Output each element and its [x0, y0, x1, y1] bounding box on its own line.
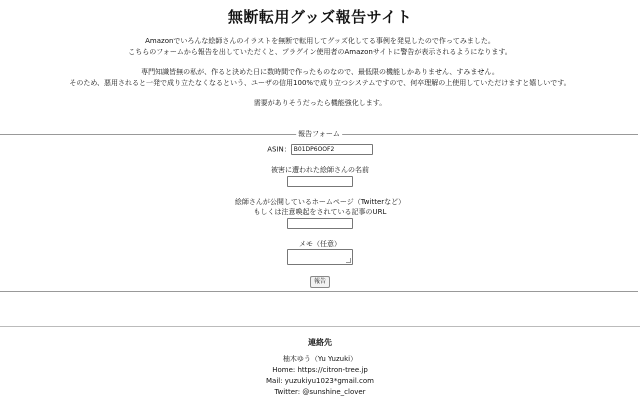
artist-name-input[interactable]: [287, 176, 353, 187]
page-title: 無断転用グッズ報告サイト: [227, 8, 413, 26]
contact-mail: Mail: yuzukiyu1023*gmail.com: [265, 377, 374, 385]
report-button[interactable]: 報告: [310, 276, 330, 288]
url-label-line-1: 絵師さんが公開しているホームページ（Twitterなど）: [234, 198, 406, 206]
intro-line-5: 需要がありそうだったら機能強化します。: [253, 99, 387, 107]
submit-row: [0, 276, 640, 288]
asin-row: [0, 144, 640, 155]
contact-title: 連絡先: [308, 338, 332, 347]
url-row: [0, 218, 640, 229]
intro-line-3: 専門知識皆無の私が、作ると決めた日に数時間で作ったものなので、最低限の機能しかありません、すみません。: [141, 68, 499, 76]
contact-home: Home: https://citron-tree.jp: [272, 366, 368, 374]
contact-name: 柚木ゆう（Yu Yuzuki）: [282, 355, 358, 363]
memo-textarea[interactable]: [287, 249, 353, 265]
resize-grip-icon[interactable]: [346, 258, 351, 263]
memo-row: [0, 249, 640, 265]
section-divider: [0, 326, 640, 327]
artist-row: [0, 176, 640, 187]
form-legend: 報告フォーム: [298, 130, 340, 138]
asin-label: ASIN：: [267, 145, 291, 154]
url-label-line-2: もしくは注意喚起をされている記事のURL: [253, 208, 387, 216]
intro-line-1: Amazonでいろんな絵師さんのイラストを無断で転用してグッズ化してる事例を発見したので作ってみました。: [145, 37, 495, 45]
url-input[interactable]: [287, 218, 353, 229]
contact-info: [0, 354, 640, 398]
intro-line-4: そのため、悪用されると一発で成り立たなくなるという、ユーザの信用100%で成り立つシステムですので、何卒理解の上使用していただけますと嬉しいです。: [69, 78, 571, 87]
artist-label: 被害に遭われた絵師さんの名前: [271, 166, 369, 174]
memo-label: メモ（任意）: [299, 240, 341, 248]
contact-twitter: Twitter: @sunshine_clover: [274, 388, 366, 396]
asin-input[interactable]: B01DP6OOF2: [291, 144, 373, 155]
intro-text: [0, 36, 640, 109]
report-form: [0, 130, 638, 292]
intro-line-2: こちらのフォームから報告を出していただくと、プラグイン使用者のAmazonサイトに警告が表示されるようになります。: [128, 47, 512, 56]
